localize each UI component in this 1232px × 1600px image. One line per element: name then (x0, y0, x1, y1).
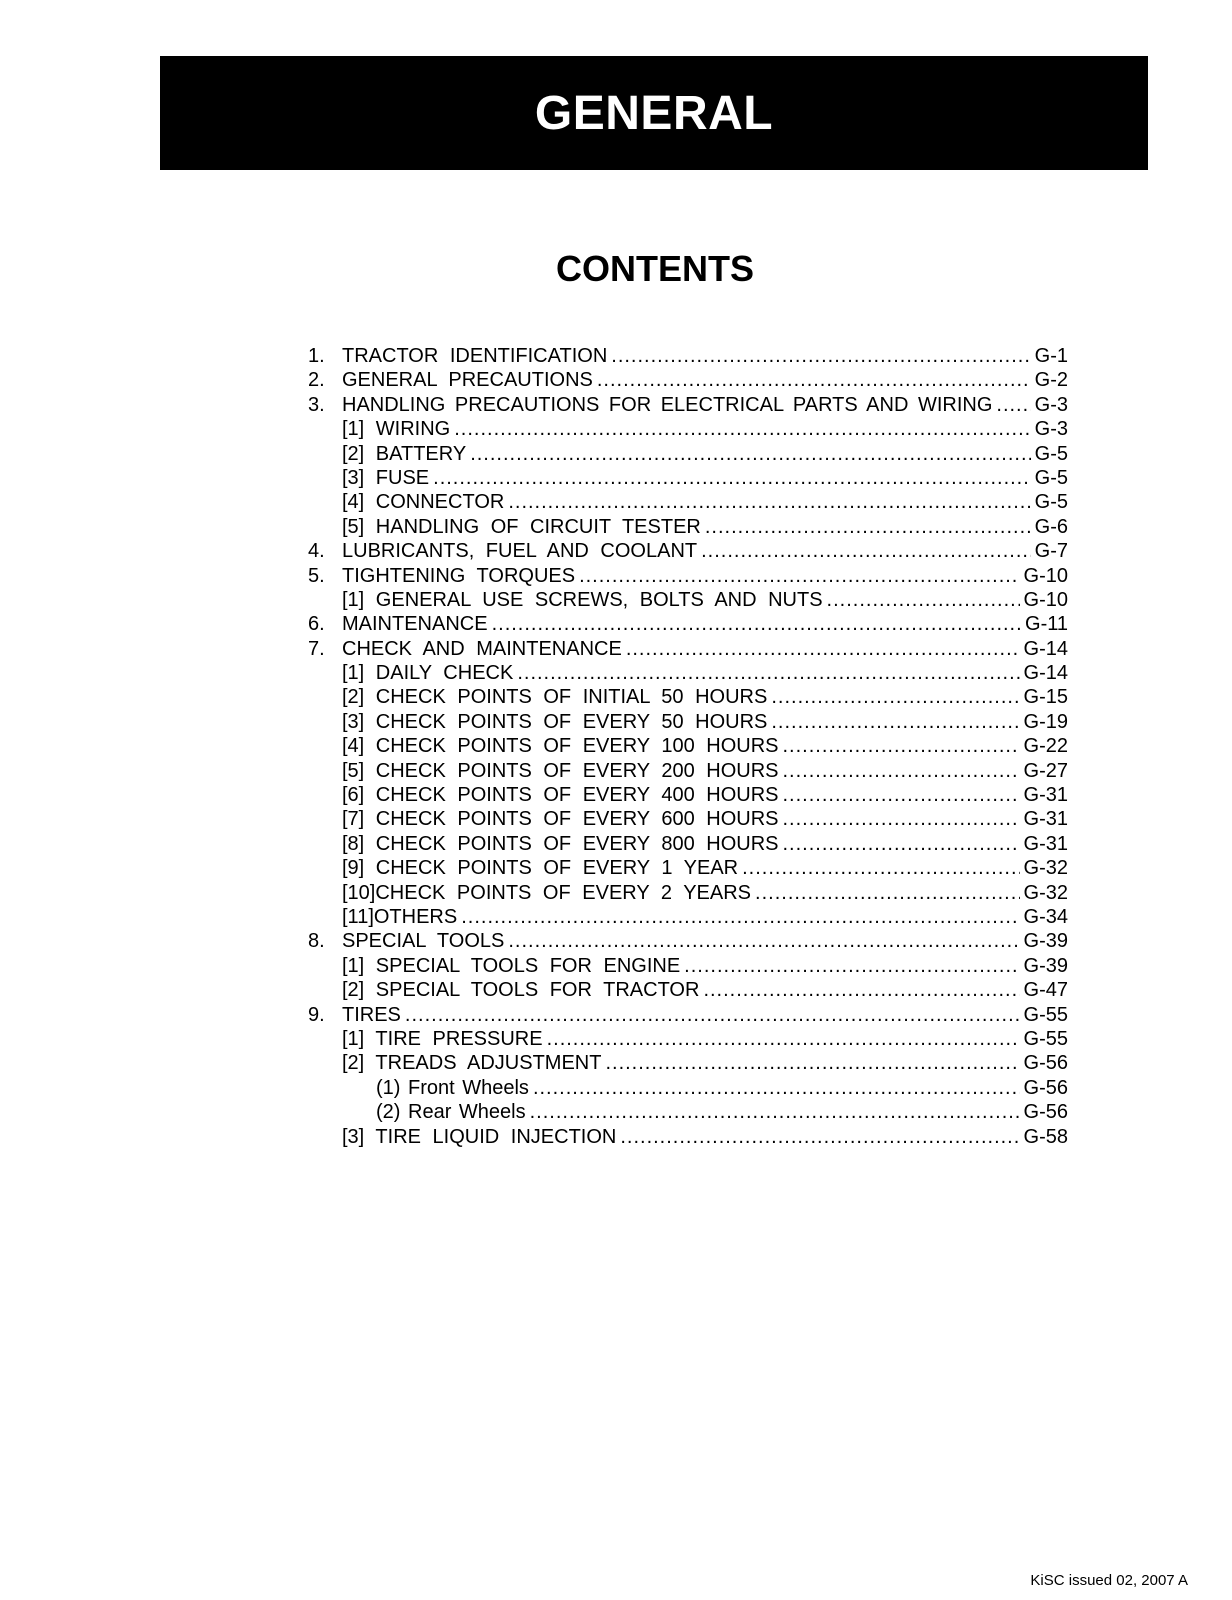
dot-leader (705, 515, 1031, 539)
dot-leader (611, 344, 1030, 368)
toc-entry-title: [1] DAILY CHECK (342, 662, 514, 685)
toc-entry-page: G-31 (1023, 832, 1068, 855)
toc-entry-title: LUBRICANTS, FUEL AND COOLANT (342, 540, 698, 563)
toc-entry-page: G-14 (1023, 662, 1068, 685)
toc-entry[interactable] (308, 710, 1068, 734)
toc-entry-title: [2] BATTERY (342, 442, 467, 465)
toc-entry-page: G-22 (1023, 735, 1068, 758)
toc-entry-page: G-31 (1023, 784, 1068, 807)
toc-entry-title: [10]CHECK POINTS OF EVERY 2 YEARS (342, 881, 752, 904)
dot-leader (405, 1003, 1020, 1027)
toc-entry[interactable] (308, 515, 1068, 539)
toc-entry[interactable] (308, 954, 1068, 978)
toc-entry-page: G-11 (1025, 613, 1068, 636)
toc-entry-number: 5. (308, 564, 325, 587)
dot-leader (783, 807, 1020, 831)
toc-entry-page: G-5 (1034, 466, 1068, 489)
toc-entry-page: G-39 (1023, 954, 1068, 977)
toc-entry[interactable] (308, 490, 1068, 514)
toc-entry[interactable] (308, 881, 1068, 905)
toc-entry-page: G-10 (1023, 564, 1068, 587)
toc-entry-page: G-5 (1034, 442, 1068, 465)
toc-entry-page: G-19 (1023, 710, 1068, 733)
toc-entry[interactable] (308, 442, 1068, 466)
toc-entry[interactable] (308, 1051, 1068, 1075)
toc-entry-title: [8] CHECK POINTS OF EVERY 800 HOURS (342, 832, 779, 855)
table-of-contents (308, 344, 1068, 1149)
toc-entry-number: 2. (308, 369, 325, 392)
dot-leader (547, 1027, 1020, 1051)
toc-entry-title: GENERAL PRECAUTIONS (342, 369, 593, 392)
toc-entry[interactable] (308, 1125, 1068, 1149)
toc-entry-number: 7. (308, 637, 325, 660)
toc-entry[interactable] (308, 466, 1068, 490)
toc-entry[interactable] (308, 759, 1068, 783)
toc-entry-title: [5] CHECK POINTS OF EVERY 200 HOURS (342, 759, 779, 782)
dot-leader (461, 905, 1019, 929)
toc-entry-title: [3] FUSE (342, 466, 430, 489)
toc-entry-number: 3. (308, 393, 325, 416)
toc-entry-page: G-1 (1034, 345, 1068, 367)
toc-entry-page: G-5 (1034, 491, 1068, 514)
toc-entry-title: [4] CONNECTOR (342, 491, 505, 514)
toc-entry[interactable] (308, 588, 1068, 612)
toc-entry-page: G-3 (1034, 418, 1068, 441)
toc-entry-title: [1] WIRING (342, 418, 451, 441)
issue-footer: KiSC issued 02, 2007 A (1030, 1572, 1188, 1589)
toc-entry-title: [2] TREADS ADJUSTMENT (342, 1052, 602, 1075)
toc-entry-title: [5] HANDLING OF CIRCUIT TESTER (342, 515, 701, 538)
dot-leader (470, 442, 1030, 466)
toc-entry-title: CHECK AND MAINTENANCE (342, 637, 622, 660)
toc-entry-title: TIGHTENING TORQUES (342, 564, 576, 587)
dot-leader (492, 612, 1021, 636)
toc-entry-title: [2] SPECIAL TOOLS FOR TRACTOR (342, 979, 700, 1002)
dot-leader (783, 759, 1020, 783)
toc-entry[interactable] (308, 832, 1068, 856)
toc-entry-page: G-3 (1034, 393, 1068, 416)
toc-entry-title: [1] TIRE PRESSURE (342, 1027, 543, 1050)
toc-entry[interactable] (308, 417, 1068, 441)
toc-entry-page: G-7 (1034, 540, 1068, 563)
toc-entry[interactable] (308, 734, 1068, 758)
toc-entry[interactable] (308, 978, 1068, 1002)
toc-entry-page: G-55 (1023, 1003, 1068, 1026)
toc-entry[interactable] (308, 905, 1068, 929)
toc-entry[interactable] (308, 1076, 1068, 1100)
toc-entry[interactable] (308, 807, 1068, 831)
contents-heading: CONTENTS (556, 248, 754, 289)
section-title: GENERAL (534, 86, 774, 140)
dot-leader (783, 832, 1020, 856)
toc-entry[interactable] (308, 368, 1068, 392)
toc-entry-title: (1) Front Wheels (376, 1076, 529, 1099)
toc-entry-title: SPECIAL TOOLS (342, 930, 505, 953)
dot-leader (533, 1076, 1020, 1100)
toc-entry-page: G-55 (1023, 1027, 1068, 1050)
toc-entry-page: G-32 (1023, 881, 1068, 904)
toc-entry-title: [1] SPECIAL TOOLS FOR ENGINE (342, 954, 681, 977)
dot-leader (597, 368, 1031, 392)
toc-entry-page: G-32 (1023, 857, 1068, 880)
dot-leader (783, 734, 1020, 758)
toc-entry-page: G-31 (1023, 808, 1068, 831)
dot-leader (579, 564, 1019, 588)
dot-leader (454, 417, 1030, 441)
toc-entry-title: [11]OTHERS (342, 905, 458, 928)
toc-entry-page: G-56 (1023, 1076, 1068, 1099)
toc-entry-page: G-2 (1034, 369, 1068, 392)
toc-entry-number: 8. (308, 930, 325, 953)
dot-leader (771, 685, 1019, 709)
toc-entry[interactable] (308, 564, 1068, 588)
dot-leader (626, 637, 1020, 661)
dot-leader (703, 978, 1019, 1002)
toc-entry-title: [3] TIRE LIQUID INJECTION (342, 1125, 617, 1148)
dot-leader (517, 661, 1019, 685)
toc-entry-title: [2] CHECK POINTS OF INITIAL 50 HOURS (342, 686, 768, 709)
dot-leader (755, 881, 1020, 905)
dot-leader (783, 783, 1020, 807)
toc-entry-page: G-14 (1023, 637, 1068, 660)
toc-entry[interactable] (308, 856, 1068, 880)
toc-entry-page: G-56 (1023, 1052, 1068, 1075)
toc-entry-page: G-10 (1023, 588, 1068, 611)
toc-entry[interactable] (308, 393, 1068, 417)
toc-entry[interactable] (308, 637, 1068, 661)
toc-entry-title: [3] CHECK POINTS OF EVERY 50 HOURS (342, 710, 768, 733)
toc-entry-number: 4. (308, 540, 325, 563)
toc-entry[interactable] (308, 1003, 1068, 1027)
dot-leader (530, 1100, 1020, 1124)
toc-entry-title: HANDLING PRECAUTIONS FOR ELECTRICAL PARTS AND WIRING (342, 393, 993, 416)
toc-entry[interactable] (308, 929, 1068, 953)
toc-entry-page: G-39 (1023, 930, 1068, 953)
toc-entry-page: G-34 (1023, 905, 1068, 928)
toc-entry-title: TRACTOR IDENTIFICATION (342, 345, 608, 367)
toc-entry-title: [1] GENERAL USE SCREWS, BOLTS AND NUTS (342, 588, 823, 611)
dot-leader (508, 929, 1019, 953)
dot-leader (742, 856, 1019, 880)
dot-leader (684, 954, 1019, 978)
toc-entry-page: G-6 (1034, 515, 1068, 538)
dot-leader (605, 1051, 1019, 1075)
toc-entry-title: TIRES (342, 1003, 401, 1026)
toc-entry-number: 9. (308, 1003, 325, 1026)
dot-leader (827, 588, 1020, 612)
toc-entry-page: G-15 (1023, 686, 1068, 709)
toc-entry[interactable] (308, 1100, 1068, 1124)
toc-entry-title: [6] CHECK POINTS OF EVERY 400 HOURS (342, 784, 779, 807)
toc-entry[interactable] (308, 612, 1068, 636)
toc-entry-page: G-47 (1023, 979, 1068, 1002)
toc-entry-title: [9] CHECK POINTS OF EVERY 1 YEAR (342, 857, 739, 880)
toc-entry-page: G-27 (1023, 759, 1068, 782)
dot-leader (620, 1125, 1019, 1149)
dot-leader (433, 466, 1031, 490)
toc-entry[interactable] (308, 1027, 1068, 1051)
section-banner (160, 56, 1148, 170)
toc-entry-title: MAINTENANCE (342, 613, 488, 636)
dot-leader (996, 393, 1030, 417)
toc-entry-title: [4] CHECK POINTS OF EVERY 100 HOURS (342, 735, 779, 758)
toc-entry-page: G-56 (1023, 1101, 1068, 1124)
toc-entry[interactable] (308, 783, 1068, 807)
dot-leader (701, 539, 1031, 563)
toc-entry-title: [7] CHECK POINTS OF EVERY 600 HOURS (342, 808, 779, 831)
toc-entry[interactable] (308, 685, 1068, 709)
toc-entry-page: G-58 (1023, 1125, 1068, 1148)
dot-leader (508, 490, 1030, 514)
toc-entry-number: 6. (308, 613, 325, 636)
toc-entry-title: (2) Rear Wheels (376, 1101, 526, 1124)
toc-entry[interactable] (308, 539, 1068, 563)
toc-entry[interactable] (308, 344, 1068, 368)
toc-entry[interactable] (308, 661, 1068, 685)
dot-leader (771, 710, 1019, 734)
toc-entry-number: 1. (308, 345, 325, 367)
